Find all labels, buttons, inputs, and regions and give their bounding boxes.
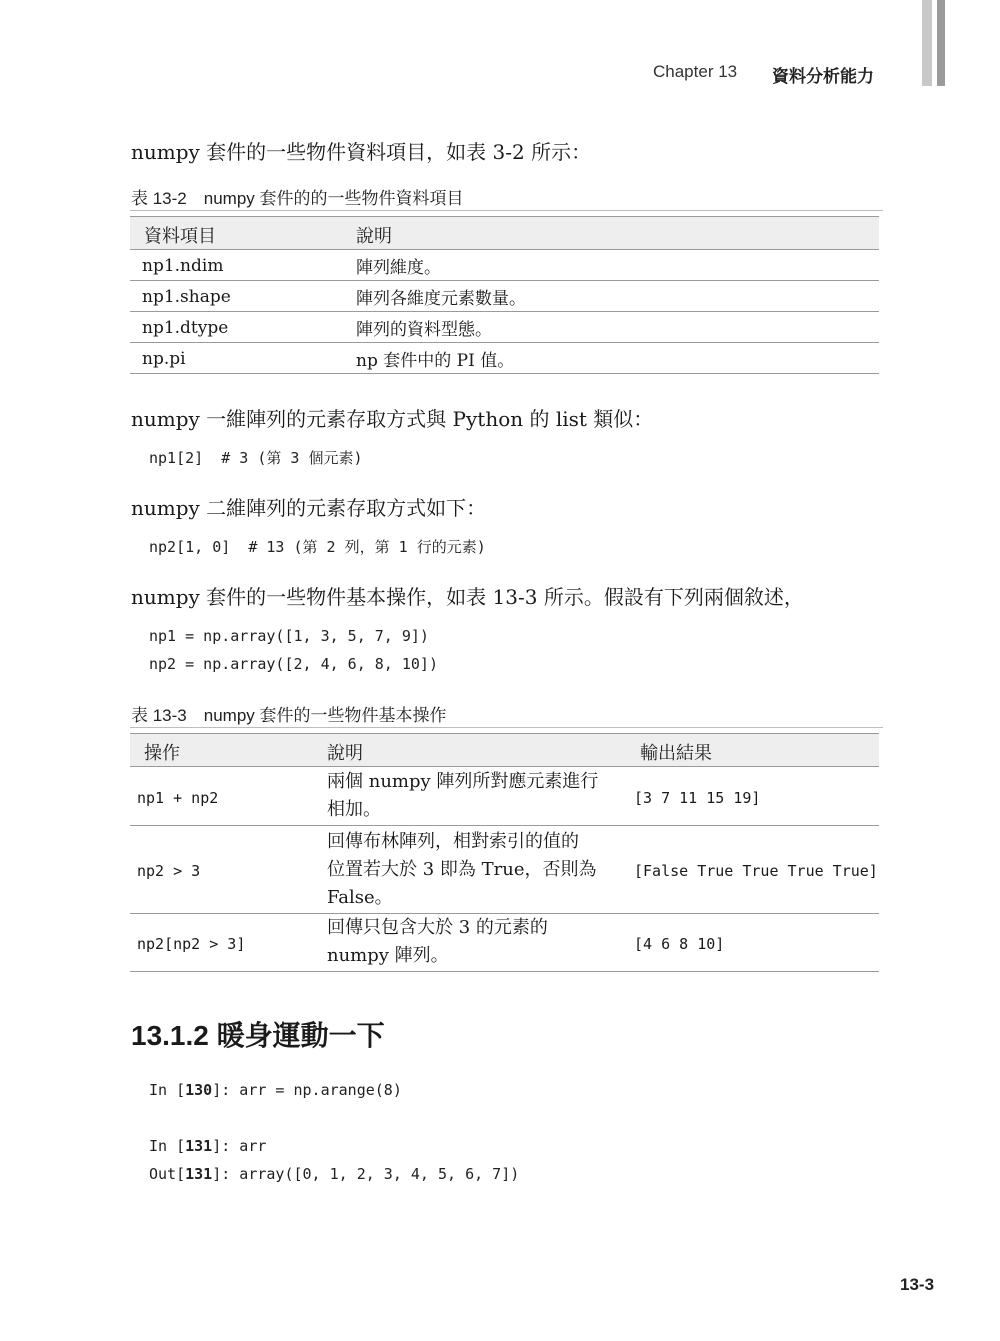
table1-header-item: 資料項目	[144, 226, 216, 246]
prompt-out: Out[	[149, 1165, 186, 1183]
table1-cell-item: np1.shape	[142, 287, 231, 307]
header-decor-bar-dark	[937, 0, 945, 86]
table2-cell-output: [3 7 11 15 19]	[634, 789, 761, 807]
paragraph-intro-table2: numpy 套件的一些物件基本操作，如表 13-3 所示。假設有下列兩個敘述，	[131, 585, 804, 609]
chapter-label: Chapter 13	[653, 62, 738, 81]
table2-header-row	[130, 733, 879, 767]
table2-cell-output: [False True True True True]	[634, 862, 878, 880]
table2-header-output: 輸出結果	[640, 743, 712, 763]
table2-desc-line: 相加。	[327, 799, 381, 820]
code-text: ]: arr	[212, 1137, 267, 1155]
table2-cell-op: np2 > 3	[137, 862, 201, 880]
table1-cell-item: np1.dtype	[142, 318, 229, 338]
table2-header-op: 操作	[144, 743, 180, 763]
table1-header-desc: 說明	[356, 226, 392, 246]
table1-cell-desc: 陣列各維度元素數量。	[356, 289, 526, 309]
table2-cell-desc	[327, 768, 619, 824]
prompt-number: 130	[185, 1081, 213, 1099]
prompt-in: In [	[149, 1081, 186, 1099]
table1-header-row	[130, 216, 879, 250]
table2-desc-line: False。	[327, 887, 393, 908]
code-in-131	[149, 1137, 266, 1155]
table2-cell-desc	[327, 914, 619, 970]
section-heading: 13.1.2 暖身運動一下	[131, 1020, 385, 1051]
table2-desc-line: 回傳只包含大於 3 的元素的	[327, 917, 548, 938]
code-out-131	[149, 1165, 519, 1183]
table2-top-rule	[130, 727, 883, 728]
chapter-title: 資料分析能力	[772, 67, 874, 86]
table2-cell-desc	[327, 828, 619, 912]
table1-row	[130, 312, 879, 343]
table2-desc-line: 位置若大於 3 即為 True，否則為	[327, 859, 597, 880]
table2-desc-line: numpy 陣列。	[327, 945, 449, 966]
table2-caption: 表 13-3 numpy 套件的一些物件基本操作	[131, 706, 447, 725]
table2-cell-op: np2[np2 > 3]	[137, 935, 246, 953]
table2-header-desc: 說明	[327, 743, 363, 763]
code-text: ]: arr = np.arange(8)	[212, 1081, 402, 1099]
header-decor-bar-light	[922, 0, 932, 86]
table2-row	[130, 767, 879, 826]
table2-row	[130, 826, 879, 914]
table2-row	[130, 914, 879, 972]
code-1d-access: np1[2] # 3 (第 3 個元素)	[149, 449, 363, 467]
table1-cell-item: np.pi	[142, 349, 186, 369]
table2-desc-line: 回傳布林陣列，相對索引的值的	[327, 831, 579, 852]
table2-desc-line: 兩個 numpy 陣列所對應元素進行	[327, 771, 599, 792]
table1-caption: 表 13-2 numpy 套件的的一些物件資料項目	[131, 189, 464, 208]
prompt-number: 131	[185, 1165, 213, 1183]
page-number: 13-3	[900, 1275, 935, 1294]
table1-row	[130, 250, 879, 281]
table1-row	[130, 281, 879, 312]
table1-row	[130, 343, 879, 374]
code-text: ]: array([0, 1, 2, 3, 4, 5, 6, 7])	[212, 1165, 520, 1183]
code-np2-definition: np2 = np.array([2, 4, 6, 8, 10])	[149, 655, 438, 673]
code-in-130	[149, 1081, 402, 1099]
prompt-number: 131	[185, 1137, 213, 1155]
table1-top-rule	[130, 210, 883, 211]
table2-cell-output: [4 6 8 10]	[634, 935, 725, 953]
code-2d-access: np2[1, 0] # 13 (第 2 列，第 1 行的元素)	[149, 538, 486, 556]
paragraph-intro-table1: numpy 套件的一些物件資料項目，如表 3-2 所示：	[131, 140, 592, 164]
prompt-in: In [	[149, 1137, 186, 1155]
table1-cell-desc: 陣列的資料型態。	[356, 320, 492, 340]
table2-cell-op: np1 + np2	[137, 789, 219, 807]
table1-cell-desc: 陣列維度。	[356, 258, 441, 278]
paragraph-2d-access: numpy 二維陣列的元素存取方式如下：	[131, 496, 487, 520]
code-np1-definition: np1 = np.array([1, 3, 5, 7, 9])	[149, 627, 429, 645]
paragraph-1d-access: numpy 一維陣列的元素存取方式與 Python 的 list 類似：	[131, 407, 654, 431]
table1-cell-desc: np 套件中的 PI 值。	[356, 351, 515, 371]
table1-cell-item: np1.ndim	[142, 256, 224, 276]
